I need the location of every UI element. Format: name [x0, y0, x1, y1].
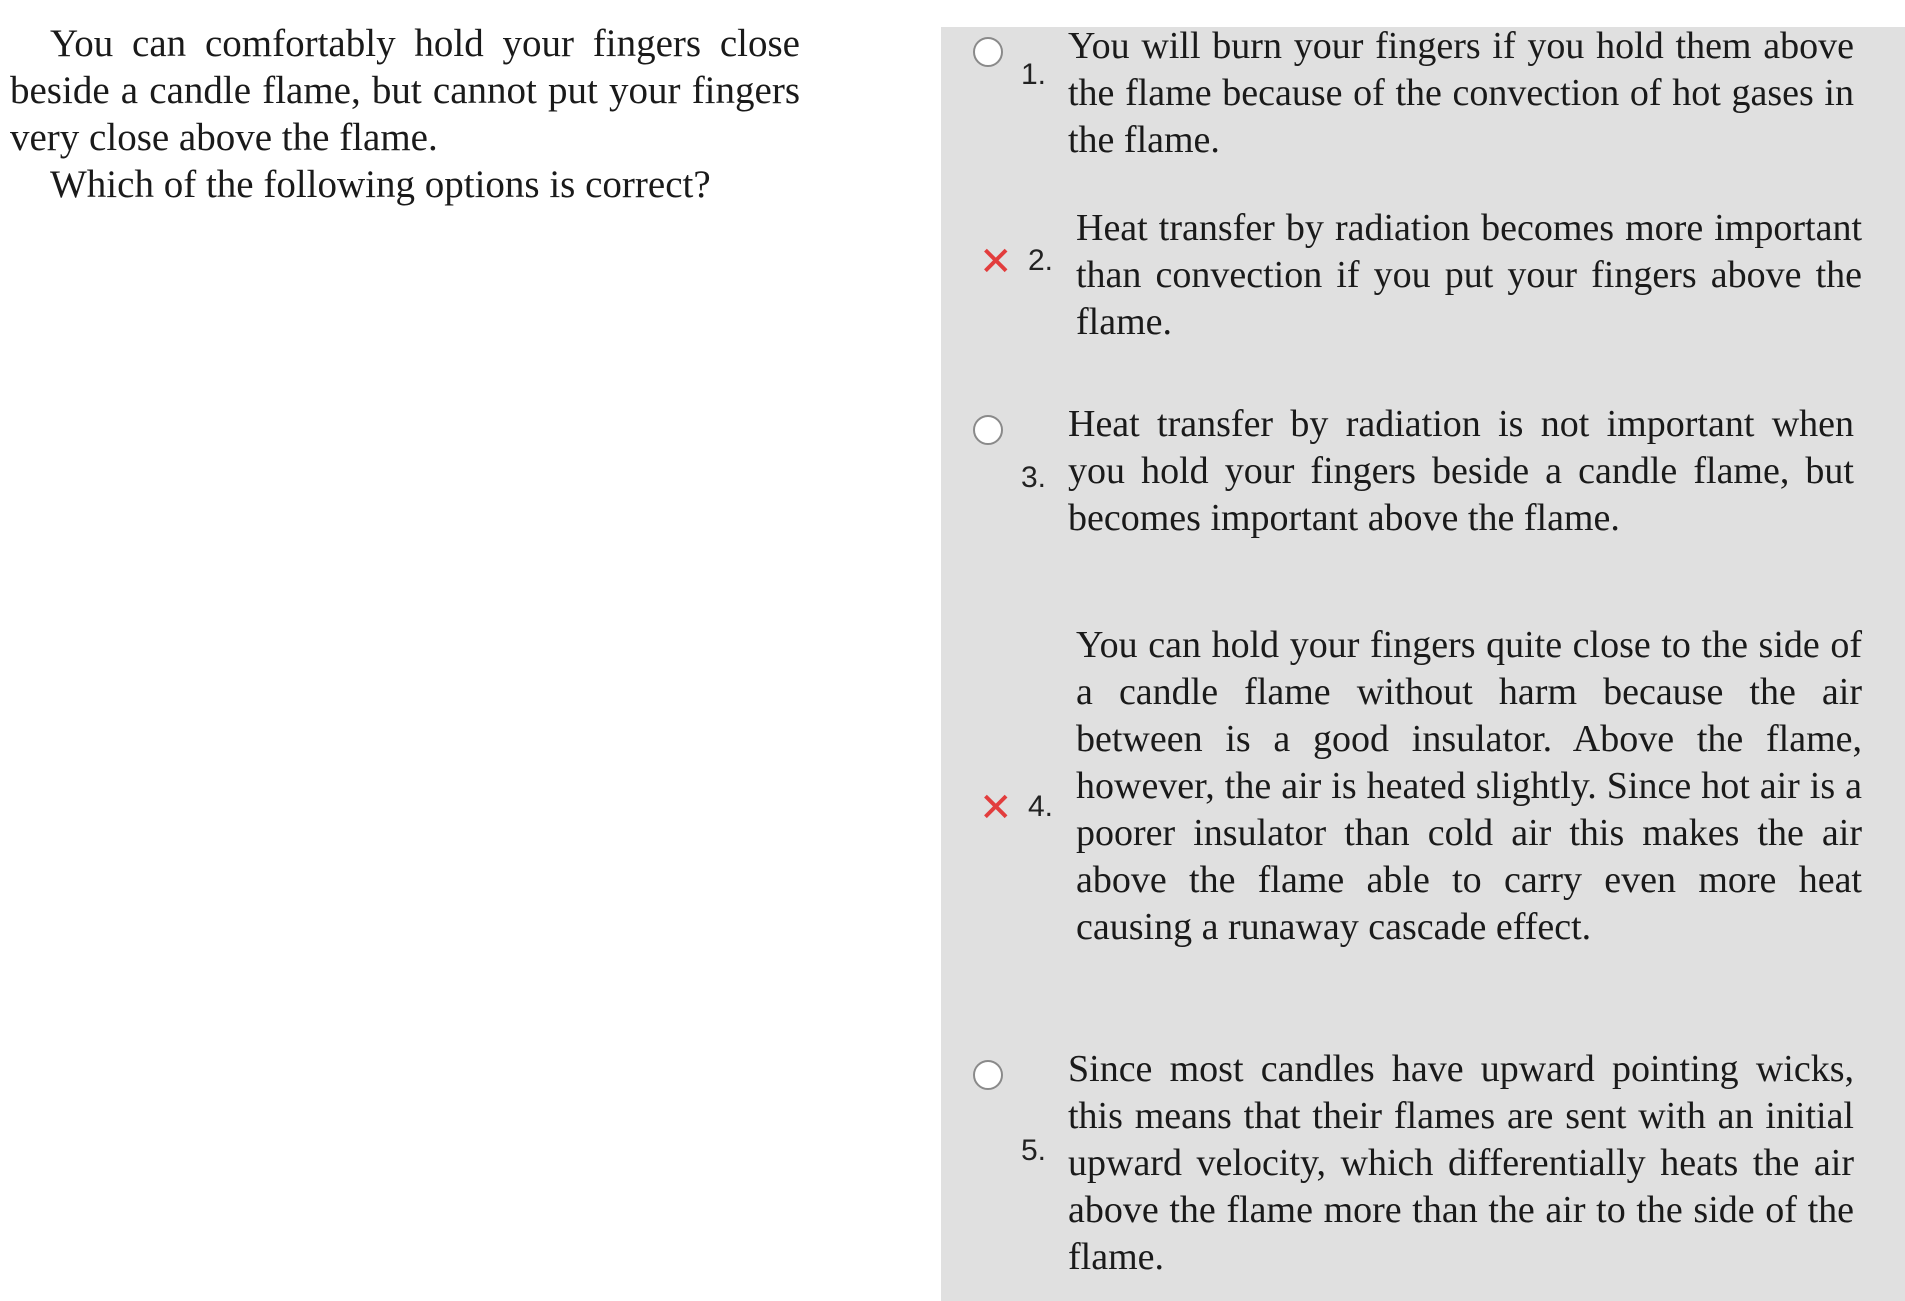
option-text[interactable]: You will burn your fingers if you hold them above the flame because of the convection of hot gases in the flame.	[1068, 25, 1854, 161]
option-text[interactable]: You can hold your fingers quite close to the side of a candle flame without harm because the air between is a good insulator. Above the flame, however, the air is heated slightly. Since hot air is a poorer insulator than cold air this makes the air above the flame able to carry even more heat causing a runaway cascade effect.	[1076, 624, 1862, 948]
option-text[interactable]: Heat transfer by radiation is not important when you hold your fingers beside a candle flame, but becomes important above the flame.	[1068, 403, 1854, 539]
option-number: 5.	[1021, 1134, 1047, 1167]
radio-button-icon[interactable]	[973, 1060, 1003, 1090]
question-text: You can comfortably hold your fingers close beside a candle flame, but cannot put your fingers very close above the flame.	[10, 22, 800, 159]
x-mark-icon[interactable]: ✕	[979, 785, 1013, 831]
option-text[interactable]: Heat transfer by radiation becomes more important than convection if you put your fingers above the flame.	[1076, 207, 1862, 343]
question-stem	[10, 20, 800, 208]
option-text[interactable]: Since most candles have upward pointing wicks, this means that their flames are sent with an initial upward velocity, which differentially heats the air above the flame more than the air to the side of the flame.	[1068, 1048, 1854, 1278]
option-number: 3.	[1021, 461, 1047, 494]
option-number: 2.	[1028, 244, 1054, 277]
option-number: 4.	[1028, 790, 1054, 823]
radio-button-icon[interactable]	[973, 415, 1003, 445]
radio-button-icon[interactable]	[973, 37, 1003, 67]
answer-options-panel	[941, 27, 1905, 1301]
question-prompt: Which of the following options is correct?	[50, 163, 711, 206]
option-number: 1.	[1021, 58, 1047, 91]
x-mark-icon[interactable]: ✕	[979, 239, 1013, 285]
